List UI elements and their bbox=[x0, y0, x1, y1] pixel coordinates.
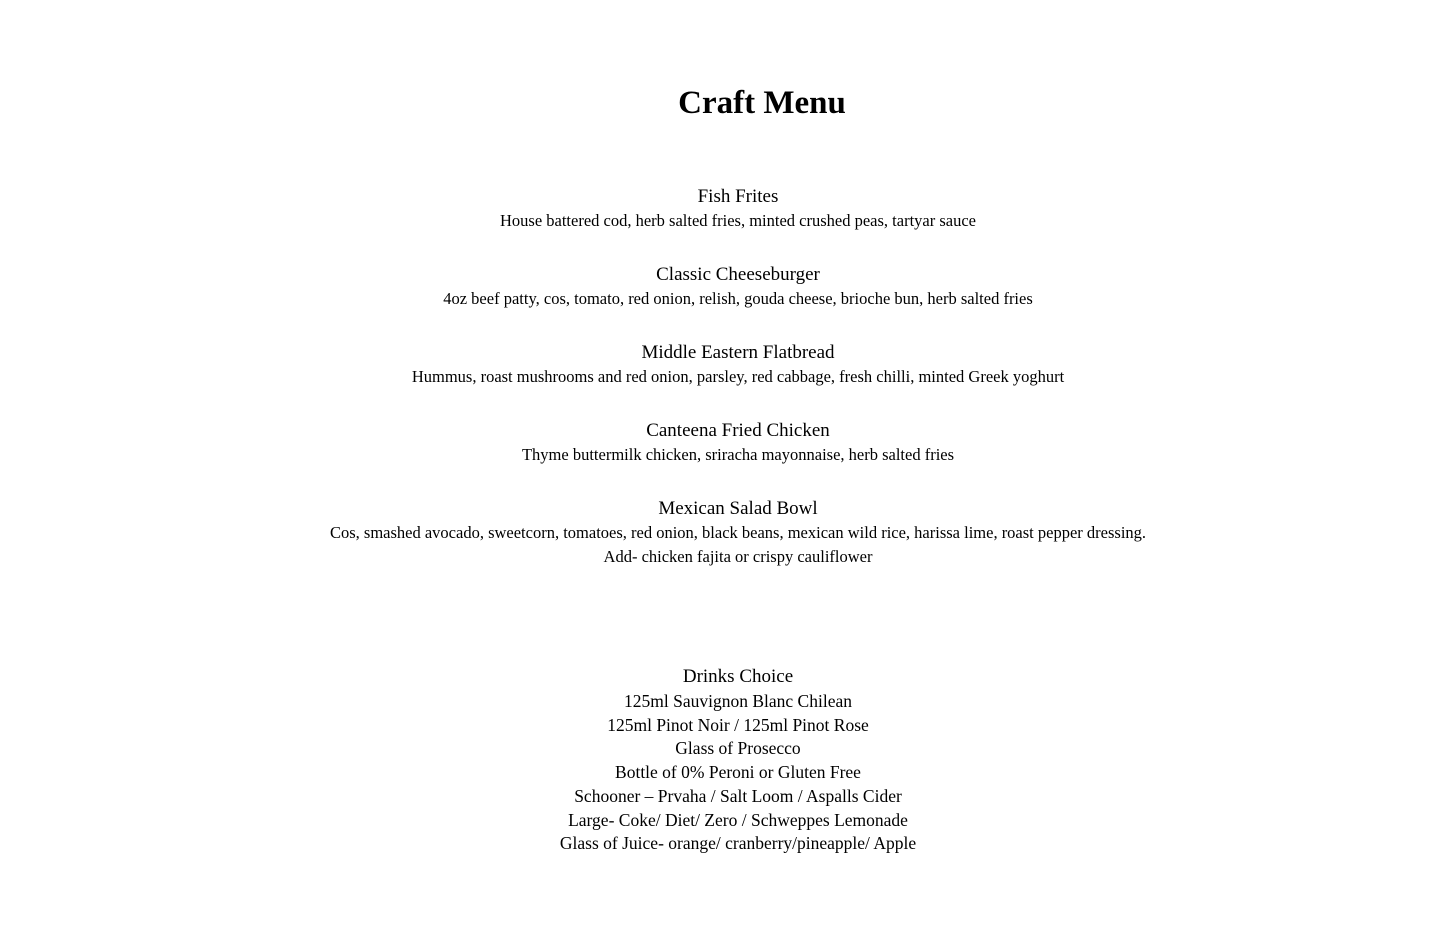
item-name: Classic Cheeseburger bbox=[656, 264, 820, 285]
drinks-item: Glass of Juice- orange/ cranberry/pineapple/ Apple bbox=[559, 833, 917, 854]
drinks-item: Bottle of 0% Peroni or Gluten Free bbox=[615, 762, 861, 783]
drinks-section bbox=[31, 664, 1445, 856]
menu-section-canteena-fried-chicken bbox=[31, 418, 1445, 466]
item-name: Middle Eastern Flatbread bbox=[641, 342, 835, 363]
drinks-item: Glass of Prosecco bbox=[675, 738, 801, 759]
item-description: Cos, smashed avocado, sweetcorn, tomatoes, red onion, black beans, mexican wild rice, harissa lime, roast pepper dressing. bbox=[329, 523, 1147, 542]
item-description: Hummus, roast mushrooms and red onion, parsley, red cabbage, fresh chilli, minted Greek yoghurt bbox=[411, 367, 1065, 386]
menu-section-middle-eastern-flatbread bbox=[31, 340, 1445, 388]
drinks-title: Drinks Choice bbox=[682, 666, 794, 687]
menu-section-mexican-salad-bowl bbox=[31, 496, 1445, 568]
drinks-item: Schooner – Prvaha / Salt Loom / Aspalls Cider bbox=[574, 785, 902, 806]
item-description: Thyme buttermilk chicken, sriracha mayonnaise, herb salted fries bbox=[521, 445, 955, 464]
item-description-addon: Add- chicken fajita or crispy cauliflower bbox=[603, 547, 873, 566]
item-name: Mexican Salad Bowl bbox=[658, 498, 818, 519]
item-description: 4oz beef patty, cos, tomato, red onion, relish, gouda cheese, brioche bun, herb salted fries bbox=[443, 289, 1033, 308]
drinks-item: Large- Coke/ Diet/ Zero / Schweppes Lemonade bbox=[568, 809, 908, 830]
drinks-item: 125ml Sauvignon Blanc Chilean bbox=[624, 691, 852, 711]
item-name: Fish Frites bbox=[697, 186, 779, 207]
page-title: Craft Menu bbox=[678, 85, 846, 121]
menu-section-fish-frites bbox=[31, 184, 1445, 232]
menu-section-classic-cheeseburger bbox=[31, 262, 1445, 310]
item-description: House battered cod, herb salted fries, minted crushed peas, tartyar sauce bbox=[499, 211, 977, 230]
drinks-item: 125ml Pinot Noir / 125ml Pinot Rose bbox=[607, 714, 869, 735]
item-name: Canteena Fried Chicken bbox=[646, 420, 830, 441]
drinks-list bbox=[31, 690, 1445, 856]
